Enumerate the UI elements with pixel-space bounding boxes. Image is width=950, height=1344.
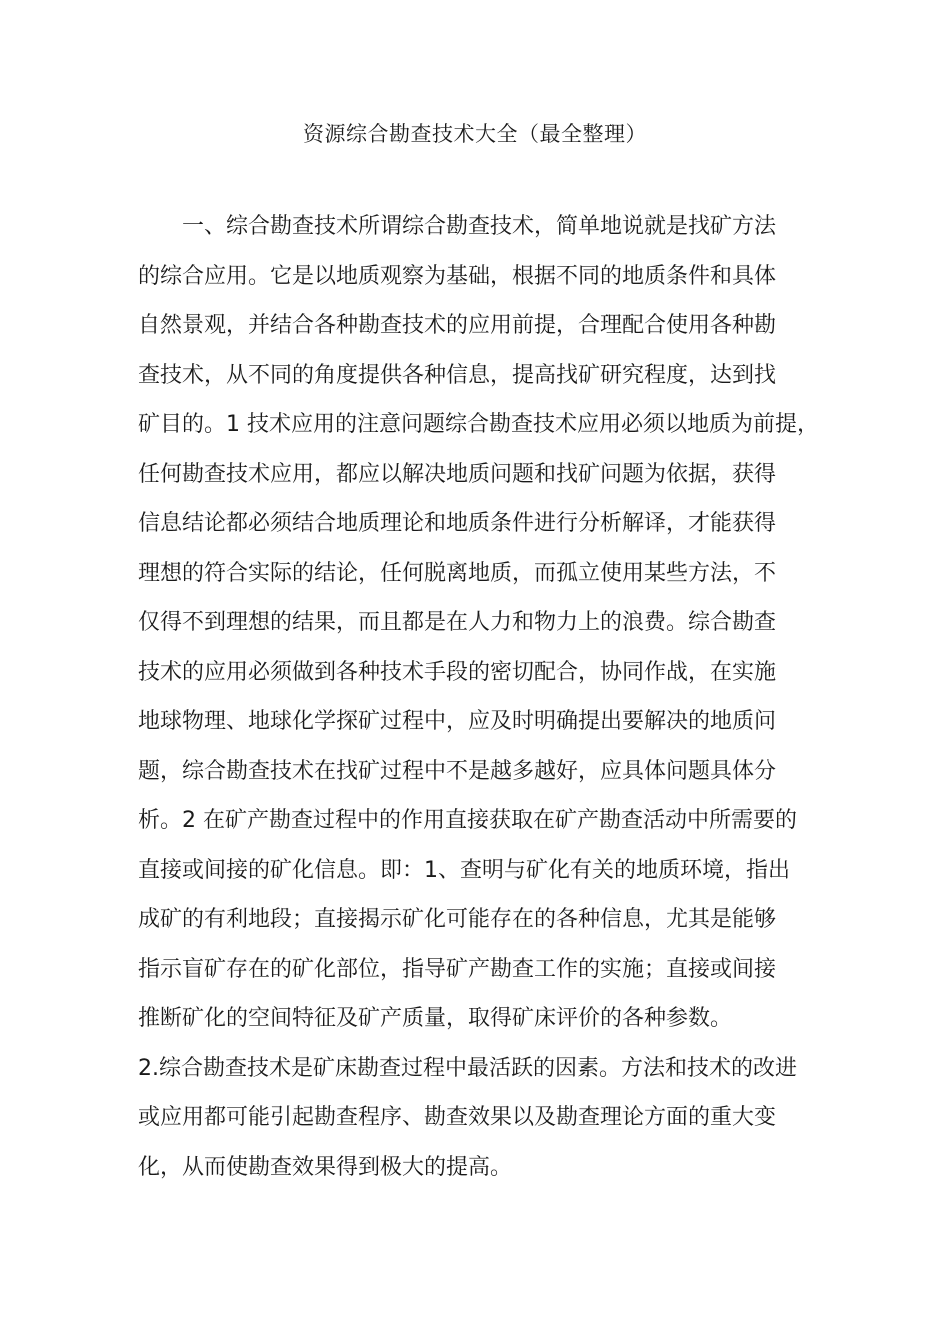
paragraph-line: 析。2 在矿产勘查过程中的作用直接获取在矿产勘查活动中所需要的 [138, 808, 797, 833]
paragraph-line: 题，综合勘查技术在找矿过程中不是越多越好，应具体问题具体分 [138, 758, 777, 784]
paragraph-line: 自然景观，并结合各种勘查技术的应用前提，合理配合使用各种勘 [138, 313, 777, 338]
paragraph-line: 查技术，从不同的角度提供各种信息，提高找矿研究程度，达到找 [138, 362, 777, 388]
paragraph-line: 任何勘查技术应用，都应以解决地质问题和找矿问题为依据，获得 [138, 461, 777, 487]
paragraph-line: 矿目的。1 技术应用的注意问题综合勘查技术应用必须以地质为前提， [138, 412, 819, 437]
paragraph-line: 仅得不到理想的结果，而且都是在人力和物力上的浪费。综合勘查 [138, 610, 777, 635]
paragraph-line: 直接或间接的矿化信息。即：1、查明与矿化有关的地质环境，指出 [138, 857, 790, 883]
paragraph-line: 指示盲矿存在的矿化部位，指导矿产勘查工作的实施；直接或间接 [138, 956, 777, 982]
paragraph-line: 的综合应用。它是以地质观察为基础，根据不同的地质条件和具体 [138, 263, 777, 289]
paragraph-line: 推断矿化的空间特征及矿产质量，取得矿床评价的各种参数。 [138, 1006, 733, 1031]
paragraph-line: 2.综合勘查技术是矿床勘查过程中最活跃的因素。方法和技术的改进 [138, 1055, 797, 1081]
paragraph-line: 信息结论都必须结合地质理论和地质条件进行分析解译，才能获得 [138, 511, 777, 536]
document-body [138, 202, 818, 1192]
paragraph-line: 一、综合勘查技术所谓综合勘查技术，简单地说就是找矿方法 [182, 214, 777, 239]
paragraph-line: 化，从而使勘查效果得到极大的提高。 [138, 1154, 513, 1180]
paragraph-line: 地球物理、地球化学探矿过程中，应及时明确提出要解决的地质问 [138, 709, 777, 734]
paragraph-line: 技术的应用必须做到各种技术手段的密切配合，协同作战，在实施 [138, 659, 777, 685]
paragraph-line: 理想的符合实际的结论，任何脱离地质，而孤立使用某些方法，不 [138, 560, 777, 586]
paragraph-line: 或应用都可能引起勘查程序、勘查效果以及勘查理论方面的重大变 [138, 1105, 777, 1130]
paragraph-line: 成矿的有利地段；直接揭示矿化可能存在的各种信息，尤其是能够 [138, 907, 777, 932]
document-title: 资源综合勘查技术大全（最全整理） [303, 122, 647, 146]
